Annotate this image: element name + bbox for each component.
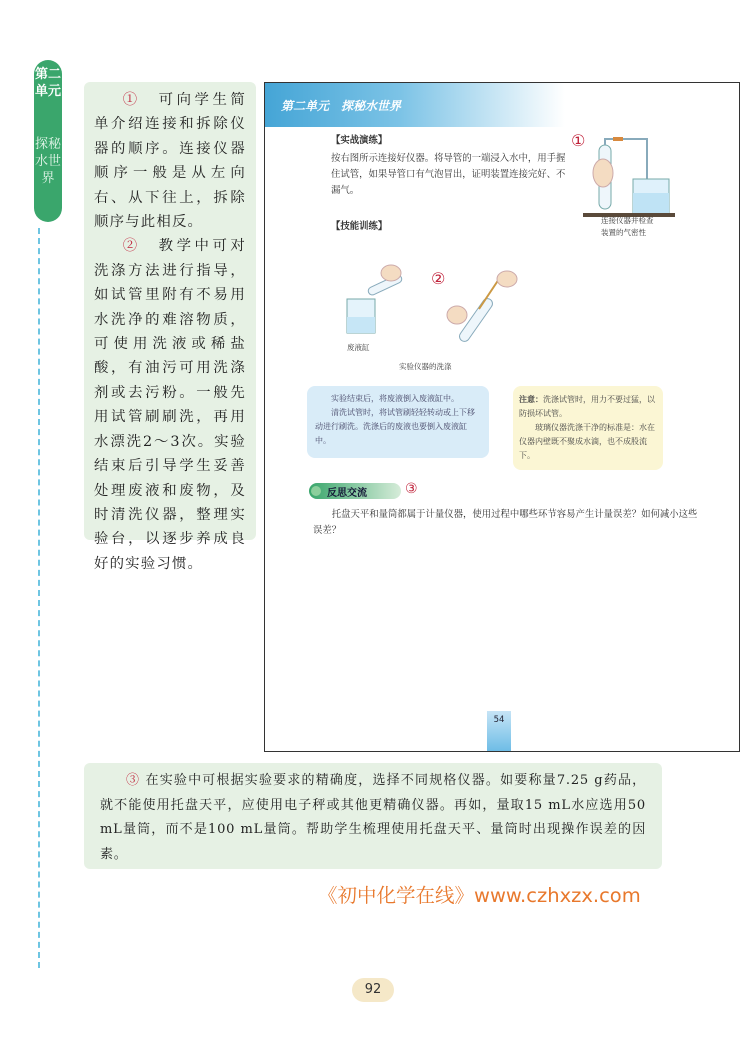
washing-tip-note — [307, 386, 489, 458]
section-skill-title: 【技能训练】 — [331, 221, 388, 232]
bottom-note-paragraph — [84, 763, 662, 867]
page-number: 92 — [352, 978, 394, 1002]
section-practice-title: 【实战演练】 — [331, 135, 388, 146]
airtightness-apparatus-figure — [577, 133, 677, 221]
reflect-question: 托盘天平和量筒都属于计量仪器，使用过程中哪些环节容易产生计量误差？如何减小这些误差？ — [313, 509, 698, 536]
waste-beaker-figure — [343, 259, 413, 343]
book-header-band — [265, 83, 565, 127]
note-text-1: 可向学生简单介绍连接和拆除仪器的顺序。连接仪器顺序一般是从左向右、从下往上，拆除顺序与此相反。 — [94, 92, 246, 231]
caution-line2: 玻璃仪器洗涤干净的标准是：水在仪器内壁既不聚成水滴，也不成股流下。 — [519, 423, 655, 460]
reflect-mark: ③ — [405, 481, 418, 497]
inner-page-number-tab — [487, 711, 511, 751]
textbook-page-inset — [264, 82, 740, 752]
unit-label: 第二单元 — [34, 67, 61, 99]
caution-label: 注意： — [519, 394, 543, 404]
margin-dashed-line — [38, 228, 40, 968]
figure-2-caption: 实验仪器的洗涤 — [399, 362, 452, 371]
reflect-bullet-icon — [311, 486, 321, 496]
section-practice-text: 按右图所示连接好仪器。将导管的一端浸入水中，用手握住试管，如果导管口有气泡冒出，证明装置连接完好、不漏气。 — [331, 153, 566, 196]
washing-tip-line2: 清洗试管时，将试管刷轻轻转动或上下移动进行刷洗。洗涤后的废液也要倒入废液缸中。 — [315, 408, 475, 445]
caution-line1 — [513, 386, 663, 421]
caution-text1: 洗涤试管时，用力不要过猛，以防损坏试管。 — [519, 395, 655, 418]
note-mark-1: ① — [122, 92, 141, 108]
note-paragraph-2 — [84, 234, 256, 576]
figure-2-mark: ② — [431, 269, 446, 288]
note-mark-2: ② — [122, 238, 141, 255]
teacher-note-bottom — [84, 763, 662, 869]
note-text-2: 教学中可对洗涤方法进行指导，如试管里附有不易用水洗净的难溶物质，可使用洗液或稀盐酸，有油污可用洗涤剂或去污粉。一般先用试管刷刷洗，再用水漂洗2～3次。实验结束后引导学生妥善处理废液和废物，及时清洗仪器，整理实验台，以逐步养成良好的实验习惯。 — [94, 238, 246, 572]
waste-beaker-label: 废液缸 — [347, 343, 370, 352]
unit-side-tab — [34, 60, 62, 222]
test-tube-brushing-figure — [441, 265, 531, 349]
washing-tip-line1: 实验结束后，将废液倒入废液缸中。 — [331, 394, 459, 403]
unit-title: 探秘水世界 — [34, 137, 61, 186]
reflect-section-tag — [309, 483, 401, 499]
teacher-note-left — [84, 82, 256, 572]
note-paragraph-1 — [84, 88, 256, 234]
book-header-title: 第二单元 探秘水世界 — [281, 99, 402, 113]
figure-1-mark: ① — [571, 131, 586, 150]
reflect-title: 反思交流 — [327, 488, 367, 499]
caution-note — [513, 386, 663, 470]
figure-1-caption-line2: 装置的气密性 — [601, 228, 646, 237]
site-watermark: 《初中化学在线》www.czhxzx.com — [318, 884, 641, 907]
figure-1-caption-line1: 连接仪器并检查 — [601, 216, 654, 225]
bottom-note-text: 在实验中可根据实验要求的精确度，选择不同规格仪器。如要称量7.25 g药品，就不能使用托盘天平，应使用电子秤或其他更精确仪器。再如，量取15 mL水应选用50 mL量筒，而不是100 mL量筒。帮助学生梳理使用托盘天平、量筒时出现操作误差的因素。 — [100, 773, 646, 862]
bottom-note-mark: ③ — [126, 773, 141, 788]
inner-page-number: 54 — [493, 715, 505, 725]
